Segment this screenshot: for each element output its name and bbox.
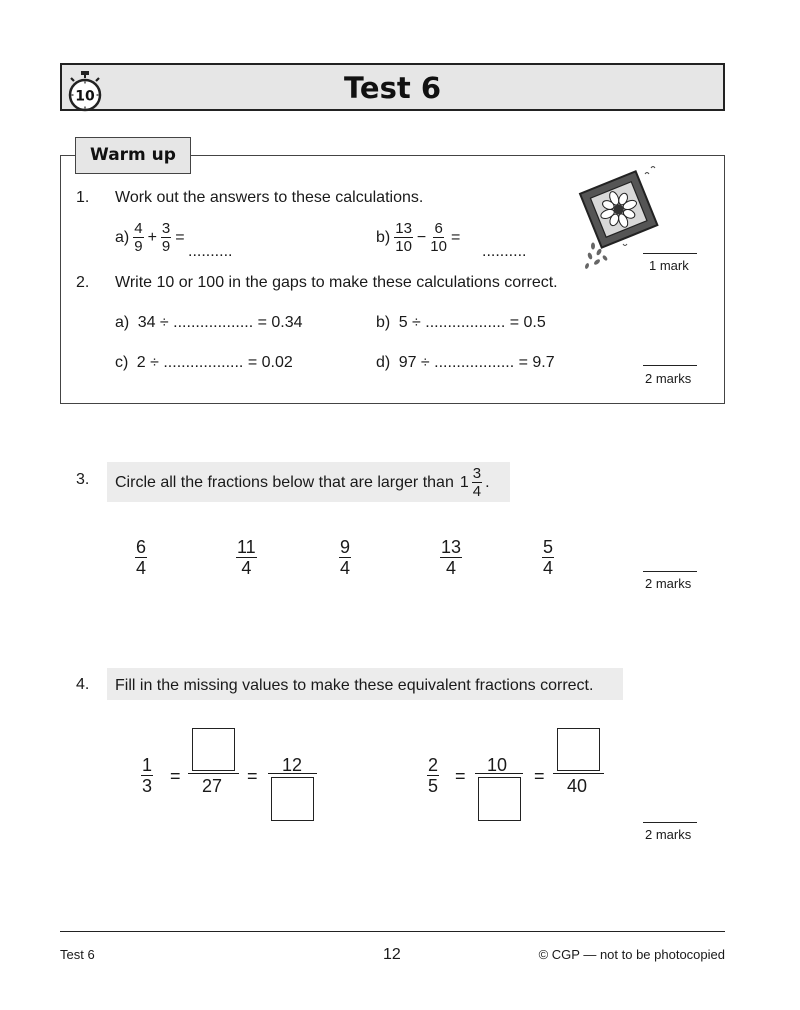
q2d-row	[376, 355, 555, 371]
q1b-fraction-2: $\frac{6}{10}$	[430, 220, 447, 255]
q4-right-equals-1: =	[455, 766, 466, 786]
q3-period: .	[485, 473, 490, 491]
q4-right-fraction-1: $\frac{2}{5}$	[428, 755, 439, 796]
q2b-expression[interactable]: 5 ÷ .................. = 0.5	[398, 314, 546, 331]
q3-fraction-2[interactable]: $\frac{11}{4}$	[237, 537, 256, 578]
q4-prompt-band	[107, 668, 623, 700]
q3-number: 3.	[76, 471, 90, 488]
q4-marks-line	[643, 822, 697, 823]
q2d-label: d)	[376, 354, 391, 371]
q3-fraction-1[interactable]: $\frac{6}{4}$	[136, 537, 147, 578]
page-title: Test 6	[344, 71, 441, 105]
q1-prompt: Work out the answers to these calculations.	[115, 189, 424, 206]
q4-left-equals-2: =	[247, 766, 258, 786]
q4-number: 4.	[76, 676, 90, 693]
q1b-operator: −	[416, 228, 427, 246]
q4-right-denominator-box[interactable]	[478, 777, 521, 821]
q3-fraction-4[interactable]: $\frac{13}{4}$	[441, 537, 462, 578]
q4-right-fraction-2-num: 10	[487, 755, 508, 775]
stopwatch-icon	[65, 70, 105, 112]
q4-left-numerator-box[interactable]	[192, 728, 235, 771]
q1a-expression	[115, 221, 185, 254]
q1a-fraction-1: $\frac{4}{9}$	[134, 220, 143, 255]
page-number: 12	[383, 946, 401, 963]
q1a-label: a)	[115, 228, 130, 246]
q4-left-denominator-box[interactable]	[271, 777, 314, 821]
title-bar	[60, 63, 725, 111]
q1b-label: b)	[376, 228, 391, 246]
q2c-expression[interactable]: 2 ÷ .................. = 0.02	[136, 354, 293, 371]
q2-marks: 2 marks	[645, 371, 692, 386]
q1b-equals: =	[450, 228, 461, 246]
timer-minutes: 10	[75, 88, 95, 105]
q4-left-fraction-3-bar	[268, 773, 317, 774]
q1a-fraction-2: $\frac{3}{9}$	[161, 220, 171, 255]
q1-marks: 1 mark	[649, 258, 689, 273]
q3-marks-line	[643, 571, 697, 572]
q1a-answer-blank[interactable]: ..........	[188, 243, 233, 260]
q1a-equals: =	[175, 228, 185, 246]
q1-number: 1.	[76, 189, 90, 206]
q4-left-equals-1: =	[170, 766, 181, 786]
q2-number: 2.	[76, 274, 90, 291]
warm-up-label: Warm up	[90, 145, 176, 165]
q2c-row	[115, 355, 293, 371]
q1b-answer-blank[interactable]: ..........	[482, 243, 527, 260]
q1a-operator: +	[147, 228, 157, 246]
q2a-expression[interactable]: 34 ÷ .................. = 0.34	[137, 314, 303, 331]
q1b-fraction-1: $\frac{13}{10}$	[395, 220, 412, 255]
q4-left-fraction-2-den: 27	[202, 776, 223, 796]
q4-right-fraction-3-bar	[553, 773, 604, 774]
q4-right-numerator-box[interactable]	[557, 728, 600, 771]
q2-marks-line	[643, 365, 697, 366]
q2-prompt: Write 10 or 100 in the gaps to make these calculations correct.	[115, 274, 558, 291]
q4-left-fraction-3-num: 12	[282, 755, 303, 775]
footer-left: Test 6	[60, 947, 95, 962]
q4-right-fraction-2-bar	[475, 773, 523, 774]
q1-marks-line	[643, 253, 697, 254]
q3-fraction-3[interactable]: $\frac{9}{4}$	[340, 537, 351, 578]
q1b-expression	[376, 221, 460, 254]
q3-prompt-band	[107, 462, 510, 502]
q4-left-fraction-1: $\frac{1}{3}$	[142, 755, 153, 796]
q4-marks: 2 marks	[645, 827, 692, 842]
q3-prompt-row	[115, 466, 490, 499]
q2c-label: c)	[115, 354, 129, 371]
q3-marks: 2 marks	[645, 576, 692, 591]
q3-mixed-fraction: $\frac{3}{4}$	[472, 465, 482, 500]
footer-copyright: © CGP — not to be photocopied	[538, 947, 725, 962]
q4-left-fraction-2-bar	[188, 773, 239, 774]
q3-prompt: Circle all the fractions below that are larger than	[115, 473, 454, 491]
warm-up-tab	[75, 137, 191, 174]
q3-fraction-5[interactable]: $\frac{5}{4}$	[543, 537, 554, 578]
q4-right-fraction-3-den: 40	[567, 776, 588, 796]
q4-prompt: Fill in the missing values to make these equivalent fractions correct.	[115, 677, 594, 694]
q2a-row	[115, 315, 303, 331]
q2b-label: b)	[376, 314, 391, 331]
q2a-label: a)	[115, 314, 130, 331]
q2d-expression[interactable]: 97 ÷ .................. = 9.7	[398, 354, 555, 371]
q4-right-equals-2: =	[534, 766, 545, 786]
q2b-row	[376, 315, 546, 331]
footer-divider	[60, 931, 725, 932]
q3-mixed-whole: 1	[459, 473, 469, 491]
